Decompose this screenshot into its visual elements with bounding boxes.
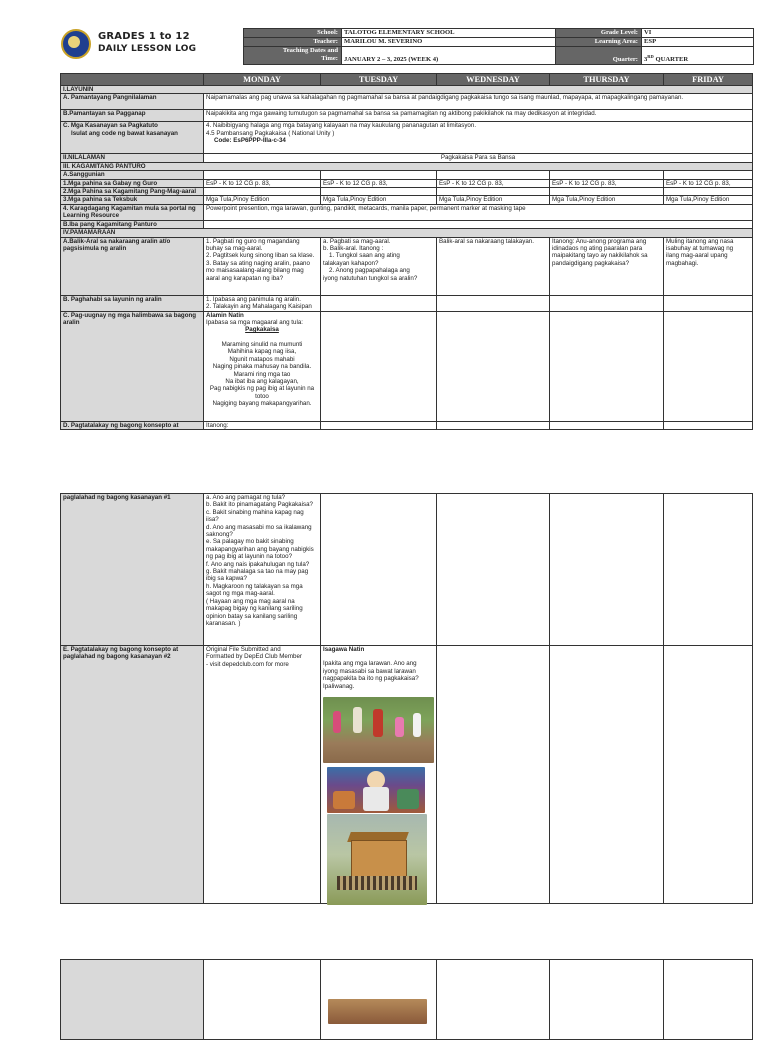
day-header-wednesday: WEDNESDAY: [437, 74, 550, 86]
pagugnay-mon: Alamin Natin Ipabasa sa mga magaaral ang tula: Pagkakaisa Maraming sinulid na mumunti Mahihina kapag nag iisa, Ngunit matapos mahabi Naging pinaka mahusay na bandila. Marami ring mga tao Na ibat iba ang kalagayan, Pag nabigkis ng pag ibig at layunin na totoo Nagiging bayang makapangyarihan.: [204, 311, 321, 421]
section-pamamaraan: IV.PAMAMARAAN: [61, 229, 753, 237]
balik-wed: Balik-aral sa nakaraang talakayan.: [437, 237, 550, 295]
photo-bayanihan-house: [327, 814, 427, 905]
pagganap-text: Naipakikita ang mga gawaing tumutugon sa pagmamahal sa bansa sa pamamagitan ng aktibong pakikilahok na may dedikasyon at integridad.: [204, 110, 753, 122]
day-header-friday: FRIDAY: [664, 74, 753, 86]
questions-mon: a. Ano ang pamagat ng tula? b. Bakit ito pinamagatang Pagkakaisa? c. Bakit sinabing mahina kapag nag iisa? d. Ano ang masasabi mo sa ikalawang saknong? e. Sa palagay mo bakit sinabing makapangyarihan ang bayang nabigkis ng pag ibig at layunin na totoo? f. Ano ang nais ipakahulugan ng tula? g. Bakit mahalaga sa tao na may pag ibig sa kapwa? h. Magkaroon ng talakayan sa mga sagot ng mga mag-aaral. ( Hayaan ang mga mag aaral na makapag bigay ng kanilang sariling opinion batay sa kanilang sariling karanasan. ): [204, 494, 321, 646]
photo-group-ceremony: [327, 767, 425, 813]
sanggunian-label: A.Sanggunian: [61, 171, 204, 179]
gabay-wed: EsP - K to 12 CG p. 83,: [437, 179, 550, 187]
nilalaman-text: Pagkakaisa Para sa Bansa: [204, 154, 753, 162]
area-value: ESP: [642, 38, 754, 47]
paghahabi-mon: 1. Ipabasa ang panimula ng aralin. 2. Talakayin ang Mahalagang Kaisipan: [204, 295, 321, 311]
gabay-tue: EsP - K to 12 CG p. 83,: [321, 179, 437, 187]
day-header-tuesday: TUESDAY: [321, 74, 437, 86]
pamantayang-label: A. Pamantayang Pangnilalaman: [61, 94, 204, 110]
teksbuk-mon: Mga Tula,Pinoy Edition: [204, 196, 321, 204]
lr-text: Powerpoint presention, mga larawan, gunting, pandikit, metacards, manila paper, permanent marker at masking tape: [204, 204, 753, 220]
e-tue: Isagawa Natin Ipakita ang mga larawan. Ano ang iyong masasabi sa bawat larawan nagpapakita ba ito ng pagkakaisa? Ipaliwanag.: [321, 646, 437, 904]
pagugnay-label: C. Pag-uugnay ng mga halimbawa sa bagong aralin: [61, 311, 204, 421]
balik-fri: Muling itanong ang nasa isabuhay at tumawag ng ilang mag-aaral upang magbahagi.: [664, 237, 753, 295]
quarter-label: Quarter:: [556, 47, 642, 65]
pamantayang-text: Naipamamalas ang pag unawa sa kahalagahan ng pagmamahal sa bansa at pandaigdigang pagkakaisa tungo sa isang maunlad, mapayapa, at mapagkalingang pamayanan.: [204, 94, 753, 110]
balik-label: A.Balik-Aral sa nakaraang aralin at/o pagsisimula ng aralin: [61, 237, 204, 295]
gabay-mon: EsP - K to 12 CG p. 83,: [204, 179, 321, 187]
teksbuk-fri: Mga Tula,Pinoy Edition: [664, 196, 753, 204]
p2-label: paglalahad ng bagong kasanayan #1: [61, 494, 204, 646]
gabay-fri: EsP - K to 12 CG p. 83,: [664, 179, 753, 187]
teacher-value: MARILOU M. SEVERINO: [342, 38, 556, 47]
e-mon: Original File Submitted and Formatted by DepEd Club Member - visit depedclub.com for more: [204, 646, 321, 904]
school-value: TALOTOG ELEMENTARY SCHOOL: [342, 29, 556, 38]
balik-mon: 1. Pagbati ng guro ng magandang buhay sa mag-aaral. 2. Pagtitsek kung sinong liban sa klase. 3. Batay sa ating naging aralin, paano mo maisasaalang-alang bilang mag aaral ang karapatan ng iba?: [204, 237, 321, 295]
teacher-label: Teacher:: [244, 38, 342, 47]
photo-children-playing: [323, 697, 434, 763]
kagamitan-pahina-label: 2.Mga Pahina sa Kagamitang Pang-Mag-aaral: [61, 188, 204, 196]
quarter-value: 3RD QUARTER: [642, 47, 754, 65]
day-header-monday: MONDAY: [204, 74, 321, 86]
gabay-thu: EsP - K to 12 CG p. 83,: [550, 179, 664, 187]
dates-value: JANUARY 2 – 3, 2025 (WEEK 4): [342, 47, 556, 65]
teksbuk-wed: Mga Tula,Pinoy Edition: [437, 196, 550, 204]
lesson-table-page1: [60, 73, 753, 430]
day-header-thursday: THURSDAY: [550, 74, 664, 86]
gabay-label: 1.Mga pahina sa Gabay ng Guro: [61, 179, 204, 187]
kasanayan-text: 4. Naibibigyang halaga ang mga batayang kalayaan na may kaukulang pananagutan at limitasyon. 4.5 Pambansang Pagkakaisa ( National Unity ) Code: EsP6PPP-IIIa-c-34: [204, 122, 753, 154]
teksbuk-label: 3.Mga pahina sa Teksbuk: [61, 196, 204, 204]
balik-thu: Itanong: Anu-anong programa ang idinadaos ng ating paaralan para maipakitang tayo ay nakikilahok sa pandaigdigang pagkakaisa?: [550, 237, 664, 295]
balik-tue: a. Pagbati sa mag-aaral. b. Balik-aral. Itanong : 1. Tungkol saan ang ating talakayan kahapon? 2. Anong pagpapahalaga ang iyong natutuhan tungkol sa aralin?: [321, 237, 437, 295]
header-title-1: GRADES 1 to 12: [98, 31, 190, 42]
area-label: Learning Area:: [556, 38, 642, 47]
pagganap-label: B.Pamantayan sa Pagganap: [61, 110, 204, 122]
deped-logo: [61, 29, 91, 59]
grade-label: Grade Level:: [556, 29, 642, 38]
pagtalakay1-label: D. Pagtatalakay ng bagong konsepto at: [61, 421, 204, 429]
lr-label: 4. Karagdagang Kagamitan mula sa portal ng Learning Resource: [61, 204, 204, 220]
photo-page3: [328, 999, 427, 1024]
pagtalakay1-mon: Itanong:: [204, 421, 321, 429]
kasanayan-label: C. Mga Kasanayan sa Pagkatuto Isulat ang code ng bawat kasanayan: [61, 122, 204, 154]
section-kagamitan: III. KAGAMITANG PANTURO: [61, 162, 753, 170]
nilalaman-label: II.NILALAMAN: [61, 154, 204, 162]
school-label: School:: [244, 29, 342, 38]
section-layunin: I.LAYUNIN: [61, 86, 753, 94]
header-info-table: [243, 28, 754, 65]
teksbuk-thu: Mga Tula,Pinoy Edition: [550, 196, 664, 204]
paghahabi-label: B. Paghahabi sa layunin ng aralin: [61, 295, 204, 311]
iba-label: B.Iba pang Kagamitang Panturo: [61, 220, 204, 228]
dates-label: Teaching Dates and Time:: [244, 47, 342, 65]
grade-value: VI: [642, 29, 754, 38]
header-title-2: DAILY LESSON LOG: [98, 44, 197, 54]
e-label: E. Pagtatalakay ng bagong konsepto at paglalahad ng bagong kasanayan #2: [61, 646, 204, 904]
teksbuk-tue: Mga Tula,Pinoy Edition: [321, 196, 437, 204]
